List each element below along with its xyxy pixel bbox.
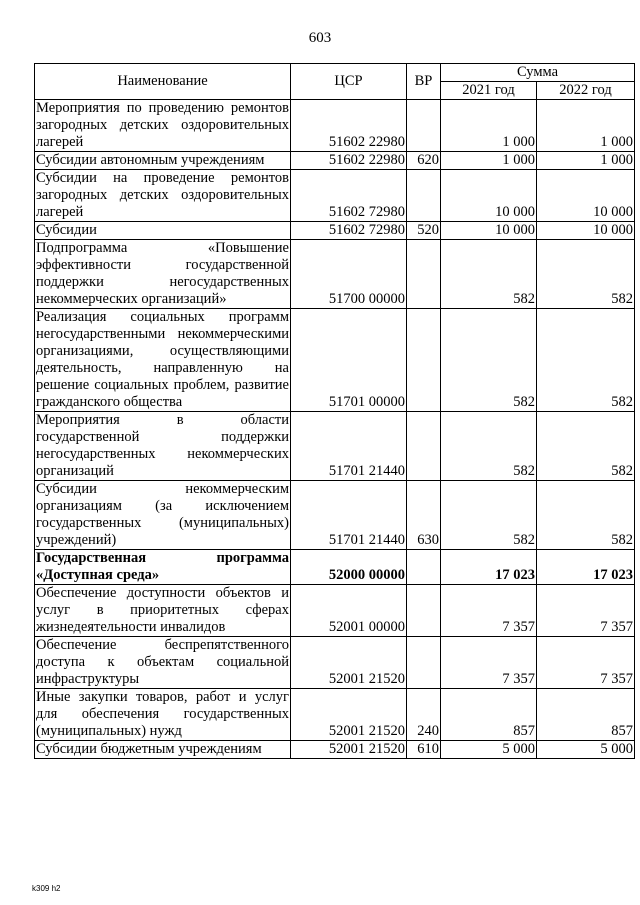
row-sum-2021: 7 357 (441, 585, 537, 637)
row-sum-2021: 582 (441, 481, 537, 550)
budget-table (34, 63, 635, 759)
row-csr-code: 52001 21520 (291, 741, 407, 759)
row-sum-2022: 582 (537, 481, 635, 550)
row-sum-2022: 10 000 (537, 222, 635, 240)
row-name: Иные закупки товаров, работ и услуг для обеспечения государственных (муниципальных) нужд (36, 689, 289, 739)
row-vr-code (407, 412, 441, 481)
row-name: Мероприятия по проведению ремонтов загородных детских оздоровительных лагерей (36, 100, 289, 150)
row-sum-2021: 5 000 (441, 741, 537, 759)
row-vr-code (407, 240, 441, 309)
row-csr-code: 51700 00000 (291, 240, 407, 309)
row-vr-code: 520 (407, 222, 441, 240)
row-vr-code (407, 100, 441, 152)
row-sum-2022: 582 (537, 309, 635, 412)
table-body (35, 100, 635, 759)
row-csr-code: 51701 21440 (291, 481, 407, 550)
table-row (35, 550, 635, 585)
row-sum-2021: 857 (441, 689, 537, 741)
table-row (35, 481, 635, 550)
table-row (35, 170, 635, 222)
table-row (35, 585, 635, 637)
row-sum-2022: 1 000 (537, 100, 635, 152)
header-csr: ЦСР (291, 64, 407, 100)
row-vr-code (407, 585, 441, 637)
row-name: Реализация социальных программ негосударственными некоммерческими организациями, осуществляющими деятельность, направленную на решение социальных проблем, развитие гражданского общества (36, 309, 289, 410)
row-sum-2022: 7 357 (537, 585, 635, 637)
row-sum-2022: 17 023 (537, 550, 635, 585)
table-header (35, 64, 635, 100)
table-row (35, 100, 635, 152)
row-csr-code: 52001 00000 (291, 585, 407, 637)
row-sum-2021: 10 000 (441, 170, 537, 222)
row-vr-code (407, 170, 441, 222)
row-name: Субсидии (35, 222, 291, 240)
row-sum-2021: 17 023 (441, 550, 537, 585)
table-row (35, 309, 635, 412)
header-name: Наименование (35, 64, 291, 100)
row-name: Субсидии на проведение ремонтов загородных детских оздоровительных лагерей (36, 170, 289, 220)
row-sum-2021: 582 (441, 309, 537, 412)
header-year-2022: 2022 год (537, 82, 635, 100)
row-csr-code: 51602 22980 (291, 152, 407, 170)
row-name: Обеспечение беспрепятственного доступа к объектам социальной инфраструктуры (36, 637, 289, 687)
row-vr-code (407, 637, 441, 689)
row-sum-2022: 582 (537, 412, 635, 481)
row-csr-code: 51701 00000 (291, 309, 407, 412)
row-sum-2022: 7 357 (537, 637, 635, 689)
table-row (35, 222, 635, 240)
header-vr: ВР (407, 64, 441, 100)
row-vr-code: 240 (407, 689, 441, 741)
row-csr-code: 51602 22980 (291, 100, 407, 152)
header-sum: Сумма (441, 64, 635, 82)
row-vr-code: 620 (407, 152, 441, 170)
row-csr-code: 51701 21440 (291, 412, 407, 481)
row-name: Подпрограмма «Повышение эффективности государственной поддержки негосударственных некоммерческих организаций» (36, 240, 289, 307)
row-vr-code: 630 (407, 481, 441, 550)
table-row (35, 741, 635, 759)
row-sum-2021: 1 000 (441, 100, 537, 152)
row-sum-2021: 1 000 (441, 152, 537, 170)
row-sum-2022: 1 000 (537, 152, 635, 170)
row-sum-2022: 582 (537, 240, 635, 309)
row-vr-code (407, 309, 441, 412)
row-csr-code: 52001 21520 (291, 637, 407, 689)
row-name: Мероприятия в области государственной поддержки негосударственных некоммерческих организаций (36, 412, 289, 479)
table-row (35, 152, 635, 170)
row-csr-code: 52001 21520 (291, 689, 407, 741)
row-sum-2021: 10 000 (441, 222, 537, 240)
row-name: Государственная программа «Доступная среда» (36, 550, 289, 583)
row-vr-code: 610 (407, 741, 441, 759)
row-csr-code: 51602 72980 (291, 222, 407, 240)
page-number: 603 (308, 30, 332, 46)
table-row (35, 240, 635, 309)
row-vr-code (407, 550, 441, 585)
row-sum-2022: 5 000 (537, 741, 635, 759)
row-name: Субсидии некоммерческим организациям (за исключением государственных (муниципальных) учреждений) (36, 481, 289, 548)
table-row (35, 689, 635, 741)
row-name: Субсидии бюджетным учреждениям (35, 741, 291, 759)
row-sum-2021: 7 357 (441, 637, 537, 689)
row-sum-2022: 10 000 (537, 170, 635, 222)
row-sum-2021: 582 (441, 240, 537, 309)
table-row (35, 412, 635, 481)
footer-code: k309 h2 (32, 884, 61, 893)
row-name: Субсидии автономным учреждениям (35, 152, 291, 170)
row-sum-2021: 582 (441, 412, 537, 481)
row-name: Обеспечение доступности объектов и услуг в приоритетных сферах жизнедеятельности инвалидов (36, 585, 289, 635)
row-csr-code: 52000 00000 (291, 550, 407, 585)
header-year-2021: 2021 год (441, 82, 537, 100)
row-sum-2022: 857 (537, 689, 635, 741)
table-row (35, 637, 635, 689)
row-csr-code: 51602 72980 (291, 170, 407, 222)
